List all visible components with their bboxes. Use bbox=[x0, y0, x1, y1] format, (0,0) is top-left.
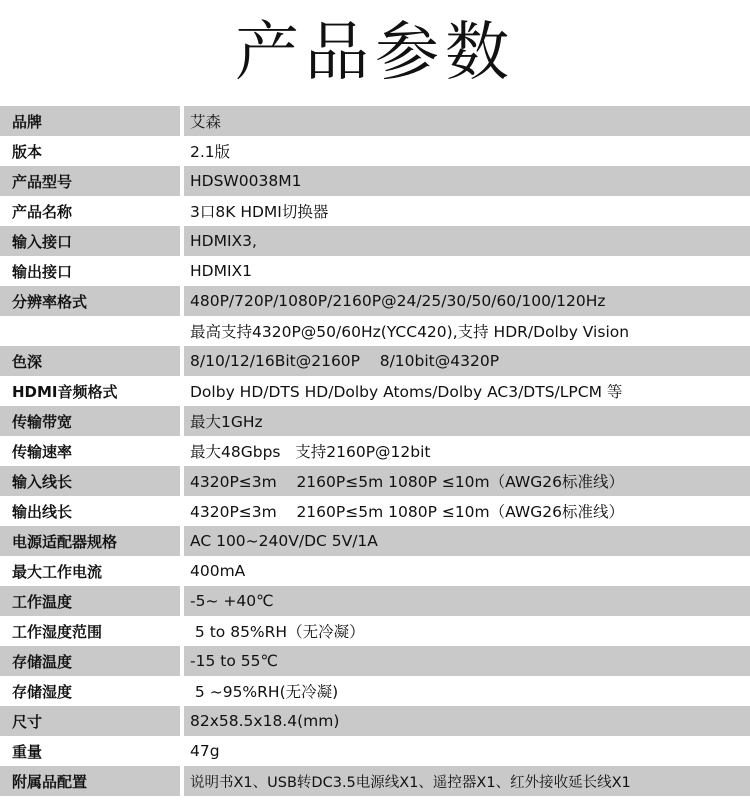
spec-row-product-name bbox=[0, 196, 750, 226]
spec-row-resolution bbox=[0, 286, 750, 316]
spec-value: 5 ~95%RH(无冷凝) bbox=[190, 683, 339, 701]
spec-label: 色深 bbox=[0, 346, 180, 376]
spec-row-output-port bbox=[0, 256, 750, 286]
spec-value: Dolby HD/DTS HD/Dolby Atoms/Dolby AC3/DTS/LPCM 等 bbox=[190, 383, 623, 401]
spec-label: 工作温度 bbox=[0, 586, 180, 616]
spec-row-bandwidth bbox=[0, 406, 750, 436]
page-title: 产品参数 bbox=[235, 16, 515, 90]
spec-table bbox=[0, 106, 750, 796]
spec-value: -5~ +40℃ bbox=[184, 586, 750, 616]
spec-value: 400mA bbox=[190, 562, 246, 580]
spec-row-accessories bbox=[0, 766, 750, 796]
spec-value: 47g bbox=[190, 742, 220, 760]
spec-row-model bbox=[0, 166, 750, 196]
spec-value: 82x58.5x18.4(mm) bbox=[184, 706, 750, 736]
spec-label: 分辨率格式 bbox=[0, 286, 180, 316]
spec-row-output-cable bbox=[0, 496, 750, 526]
spec-row-storage-temp bbox=[0, 646, 750, 676]
spec-value: 最高支持4320P@50/60Hz(YCC420),支持 HDR/Dolby Vision bbox=[190, 323, 630, 341]
spec-value: 最大1GHz bbox=[184, 406, 750, 436]
spec-label: HDMI音频格式 bbox=[12, 382, 118, 401]
spec-row-weight bbox=[0, 736, 750, 766]
spec-value: -15 to 55℃ bbox=[184, 646, 750, 676]
spec-value: 说明书X1、USB转DC3.5电源线X1、遥控器X1、红外接收延长线X1 bbox=[184, 766, 750, 796]
spec-label: 工作湿度范围 bbox=[12, 622, 103, 641]
spec-value: 4320P≤3m 2160P≤5m 1080P ≤10m（AWG26标准线） bbox=[184, 466, 750, 496]
spec-row-color-depth bbox=[0, 346, 750, 376]
spec-label: 重量 bbox=[12, 742, 43, 761]
spec-row-rate bbox=[0, 436, 750, 466]
spec-value: 8/10/12/16Bit@2160P 8/10bit@4320P bbox=[184, 346, 750, 376]
spec-label: 输入线长 bbox=[0, 466, 180, 496]
spec-value: 5 to 85%RH（无冷凝） bbox=[190, 623, 365, 641]
spec-label: 版本 bbox=[12, 142, 43, 161]
spec-value: 4320P≤3m 2160P≤5m 1080P ≤10m（AWG26标准线） bbox=[190, 503, 624, 521]
spec-label: 传输速率 bbox=[12, 442, 73, 461]
spec-value: HDSW0038M1 bbox=[184, 166, 750, 196]
spec-value: 艾森 bbox=[184, 106, 750, 136]
spec-label: 存储温度 bbox=[0, 646, 180, 676]
spec-value: AC 100~240V/DC 5V/1A bbox=[184, 526, 750, 556]
spec-row-resolution-max bbox=[0, 316, 750, 346]
spec-row-working-temp bbox=[0, 586, 750, 616]
spec-label: 输入接口 bbox=[0, 226, 180, 256]
spec-label bbox=[0, 316, 180, 346]
spec-label: 产品型号 bbox=[0, 166, 180, 196]
spec-row-power-adapter bbox=[0, 526, 750, 556]
spec-label: 品牌 bbox=[0, 106, 180, 136]
spec-value: 最大48Gbps 支持2160P@12bit bbox=[190, 443, 431, 461]
spec-label: 电源适配器规格 bbox=[0, 526, 180, 556]
spec-row-storage-humidity bbox=[0, 676, 750, 706]
spec-row-brand bbox=[0, 106, 750, 136]
spec-value: 3口8K HDMI切换器 bbox=[190, 203, 329, 221]
spec-label: 产品名称 bbox=[12, 202, 73, 221]
spec-row-working-humidity bbox=[0, 616, 750, 646]
spec-row-dimensions bbox=[0, 706, 750, 736]
spec-label: 传输带宽 bbox=[0, 406, 180, 436]
spec-row-version bbox=[0, 136, 750, 166]
spec-row-input-port bbox=[0, 226, 750, 256]
spec-value: HDMIX1 bbox=[190, 262, 253, 280]
spec-row-input-cable bbox=[0, 466, 750, 496]
spec-row-audio-format bbox=[0, 376, 750, 406]
spec-row-max-current bbox=[0, 556, 750, 586]
spec-label: 输出接口 bbox=[12, 262, 73, 281]
spec-label: 最大工作电流 bbox=[12, 562, 103, 581]
spec-label: 输出线长 bbox=[12, 502, 73, 521]
spec-label: 尺寸 bbox=[0, 706, 180, 736]
spec-value: HDMIX3, bbox=[184, 226, 750, 256]
spec-label: 附属品配置 bbox=[0, 766, 180, 796]
spec-value: 2.1版 bbox=[190, 143, 231, 161]
spec-label: 存储湿度 bbox=[12, 682, 73, 701]
spec-value: 480P/720P/1080P/2160P@24/25/30/50/60/100/120Hz bbox=[184, 286, 750, 316]
